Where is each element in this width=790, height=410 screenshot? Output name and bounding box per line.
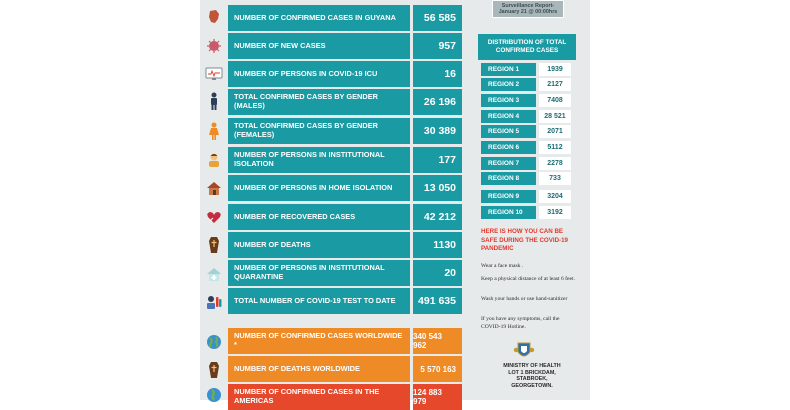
- region-row: [481, 110, 571, 123]
- americas-globe-icon: [205, 386, 223, 404]
- world-stat-value: 124 883 979: [413, 384, 462, 410]
- virus-icon: [205, 37, 223, 55]
- region-row: [481, 125, 571, 138]
- stat-value: 957: [413, 33, 462, 59]
- region-value: 3192: [539, 206, 571, 219]
- region-value: 2127: [539, 78, 571, 91]
- ministry-address-line: GEORGETOWN.: [511, 382, 553, 389]
- stat-row-females: [228, 118, 462, 144]
- region-label: REGION 1: [481, 63, 536, 76]
- globe-icon: [205, 333, 223, 351]
- region-value: 3204: [539, 190, 571, 203]
- coffin-icon: [205, 236, 223, 254]
- stat-value: 16: [413, 61, 462, 87]
- stat-label: NUMBER OF NEW CASES: [228, 33, 410, 59]
- stat-label: NUMBER OF CONFIRMED CASES IN GUYANA: [228, 5, 410, 31]
- coat-of-arms-icon: [513, 340, 535, 362]
- region-row: [481, 78, 571, 91]
- region-row: [481, 94, 571, 107]
- stat-value: 42 212: [413, 204, 462, 230]
- world-stat-label: NUMBER OF CONFIRMED CASES IN THE AMERICAS: [228, 384, 410, 410]
- stat-value: 1130: [413, 232, 462, 258]
- safety-tip: If you have any symptoms, call the COVID-19 Hotline.: [481, 316, 560, 330]
- stat-label: NUMBER OF PERSONS IN HOME ISOLATION: [228, 175, 410, 201]
- region-row: [481, 172, 571, 185]
- region-label: REGION 5: [481, 125, 536, 138]
- stat-row-deaths: [228, 232, 462, 258]
- safety-title: HERE IS HOW YOU CAN BE SAFE DURING THE COVID-19 PANDEMIC: [481, 228, 568, 252]
- stat-row-icu: [228, 61, 462, 87]
- region-row: [481, 190, 571, 203]
- safety-tip: Wash your hands or use hand-sanitizer: [481, 296, 568, 302]
- house-icon: [205, 179, 223, 197]
- stat-row-recovered: [228, 204, 462, 230]
- female-icon: [205, 122, 223, 140]
- male-icon: [205, 92, 223, 110]
- region-value: 28 521: [539, 110, 571, 123]
- region-label: REGION 4: [481, 110, 536, 123]
- region-value: 7408: [539, 94, 571, 107]
- report-line-1: Surveillance Report-: [501, 2, 555, 9]
- quarantine-house-icon: [205, 265, 223, 283]
- heart-icon: [205, 208, 223, 226]
- region-value: 5112: [539, 141, 571, 154]
- region-row: [481, 63, 571, 76]
- stat-label: TOTAL NUMBER OF COVID-19 TEST TO DATE: [228, 288, 410, 314]
- safety-tip: Wear a face mask .: [481, 263, 524, 269]
- stat-value: 13 050: [413, 175, 462, 201]
- covid-surveillance-poster: [200, 0, 590, 406]
- world-row-americas: [228, 384, 462, 410]
- region-value: 2071: [539, 125, 571, 138]
- stat-row-males: [228, 89, 462, 115]
- region-row: [481, 157, 571, 170]
- world-stat-label: NUMBER OF CONFIRMED CASES WORLDWIDE *: [228, 328, 410, 354]
- world-row-deaths: [228, 356, 462, 382]
- stat-label: NUMBER OF PERSONS IN INSTITUTIONAL QUARANTINE: [228, 260, 410, 286]
- lab-test-icon: [205, 293, 223, 311]
- monitor-icon: [205, 65, 223, 83]
- world-row-confirmed: [228, 328, 462, 354]
- guyana-map-icon: [205, 8, 223, 26]
- region-label: REGION 6: [481, 141, 536, 154]
- world-stat-value: 340 543 962: [413, 328, 462, 354]
- region-value: 2278: [539, 157, 571, 170]
- stat-label: TOTAL CONFIRMED CASES BY GENDER (FEMALES): [228, 118, 410, 144]
- region-label: REGION 2: [481, 78, 536, 91]
- distribution-title: DISTRIBUTION OF TOTAL CONFIRMED CASES: [478, 34, 576, 60]
- ministry-name: MINISTRY OF HEALTH: [503, 363, 561, 369]
- stat-row-tests: [228, 288, 462, 314]
- region-row: [481, 141, 571, 154]
- region-label: REGION 10: [481, 206, 536, 219]
- isolation-person-icon: [205, 151, 223, 169]
- ministry-address-line: STABROEK,: [516, 376, 548, 382]
- stat-value: 56 585: [413, 5, 462, 31]
- stat-label: NUMBER OF PERSONS IN COVID-19 ICU: [228, 61, 410, 87]
- stat-row-institutional-quarantine: [228, 260, 462, 286]
- region-label: REGION 7: [481, 157, 536, 170]
- stat-value: 30 389: [413, 118, 462, 144]
- region-value: 733: [539, 172, 571, 185]
- stat-value: 20: [413, 260, 462, 286]
- stat-label: NUMBER OF RECOVERED CASES: [228, 204, 410, 230]
- world-stat-value: 5 570 163: [413, 356, 462, 382]
- stat-label: NUMBER OF DEATHS: [228, 232, 410, 258]
- region-row: [481, 206, 571, 219]
- stat-row-new-cases: [228, 33, 462, 59]
- coffin-icon: [205, 361, 223, 379]
- region-label: REGION 9: [481, 190, 536, 203]
- stat-row-home-isolation: [228, 175, 462, 201]
- stat-label: NUMBER OF PERSONS IN INSTITUTIONAL ISOLATION: [228, 147, 410, 173]
- region-label: REGION 3: [481, 94, 536, 107]
- region-value: 1939: [539, 63, 571, 76]
- region-label: REGION 8: [481, 172, 536, 185]
- world-stat-label: NUMBER OF DEATHS WORLDWIDE: [228, 356, 410, 382]
- ministry-address-line: LOT 1 BRICKDAM,: [508, 369, 556, 376]
- surveillance-report-badge: [492, 0, 564, 18]
- stat-row-institutional-isolation: [228, 147, 462, 173]
- stat-value: 177: [413, 147, 462, 173]
- ministry-address: [500, 363, 564, 389]
- stat-value: 26 196: [413, 89, 462, 115]
- report-line-2: January 21 @ 00:00hrs: [498, 9, 558, 15]
- safety-tip: Keep a physical distance of at least 6 feet.: [481, 276, 575, 282]
- stat-row-confirmed-cases: [228, 5, 462, 31]
- stat-value: 491 635: [413, 288, 462, 314]
- stat-label: TOTAL CONFIRMED CASES BY GENDER (MALES): [228, 89, 410, 115]
